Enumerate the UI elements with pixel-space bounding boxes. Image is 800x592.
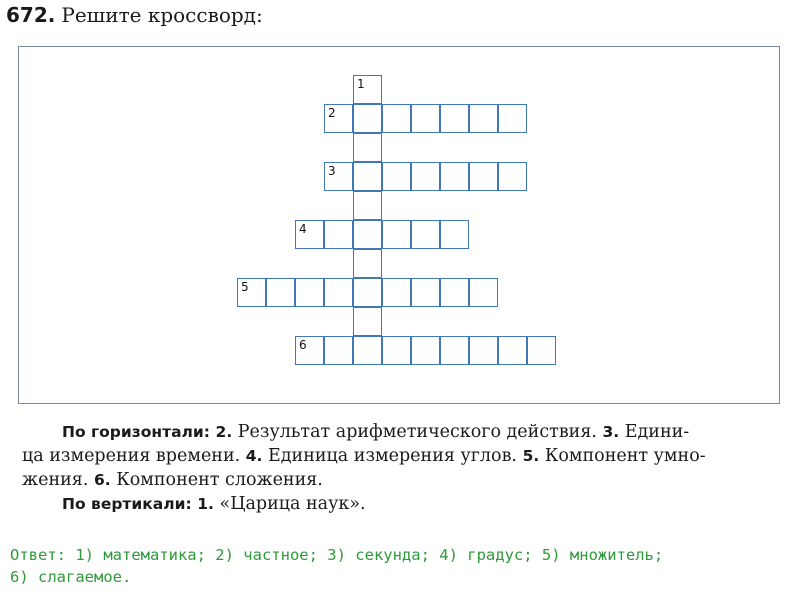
clues-block bbox=[22, 420, 788, 516]
crossword-cell[interactable] bbox=[469, 336, 498, 365]
answer-line: 6) слагаемое. bbox=[10, 568, 132, 586]
clue-number: 4. bbox=[245, 447, 263, 465]
crossword-cell[interactable] bbox=[353, 278, 382, 307]
crossword-cell[interactable] bbox=[440, 220, 469, 249]
clue-text: ца измерения времени. bbox=[22, 446, 246, 466]
crossword-cell[interactable] bbox=[498, 336, 527, 365]
clue-number: 5. bbox=[522, 447, 540, 465]
crossword-cell[interactable] bbox=[324, 104, 353, 133]
clue-text: жения. bbox=[22, 470, 94, 490]
crossword-cell[interactable] bbox=[382, 162, 411, 191]
clue-text: Компонент сложения. bbox=[110, 470, 323, 490]
clue-number: 2. bbox=[215, 423, 233, 441]
crossword-cell[interactable] bbox=[411, 278, 440, 307]
clue-text: Едини- bbox=[619, 422, 690, 442]
crossword-cell[interactable] bbox=[527, 336, 556, 365]
crossword-cell[interactable] bbox=[411, 336, 440, 365]
crossword-cell[interactable] bbox=[498, 162, 527, 191]
crossword-cell[interactable] bbox=[498, 104, 527, 133]
clue-line bbox=[62, 492, 788, 516]
crossword-cell[interactable] bbox=[382, 278, 411, 307]
crossword-cell[interactable] bbox=[324, 278, 353, 307]
crossword-cell[interactable] bbox=[353, 220, 382, 249]
crossword-cell[interactable] bbox=[469, 162, 498, 191]
crossword-cell[interactable] bbox=[295, 336, 324, 365]
clue-number: 1. bbox=[197, 495, 214, 513]
crossword-cell[interactable] bbox=[382, 104, 411, 133]
crossword-cell[interactable] bbox=[266, 278, 295, 307]
crossword-cell[interactable] bbox=[295, 278, 324, 307]
task-header bbox=[6, 2, 263, 28]
crossword-cell[interactable] bbox=[440, 278, 469, 307]
clue-number: 6. bbox=[93, 471, 111, 489]
cell-number-5: 5 bbox=[241, 280, 249, 294]
crossword-cell[interactable] bbox=[411, 162, 440, 191]
clue-text: Компонент умно- bbox=[539, 446, 706, 466]
crossword-cell[interactable] bbox=[411, 104, 440, 133]
crossword-cell[interactable] bbox=[353, 249, 382, 278]
crossword-cell[interactable] bbox=[324, 220, 353, 249]
cell-number-4: 4 bbox=[299, 222, 307, 236]
clue-text: «Царица наук». bbox=[213, 494, 366, 514]
vertical-heading: По вертикали: bbox=[62, 495, 192, 513]
cell-number-3: 3 bbox=[328, 164, 336, 178]
horizontal-heading: По горизонтали: bbox=[62, 423, 210, 441]
crossword-cell[interactable] bbox=[440, 162, 469, 191]
crossword-cell[interactable] bbox=[353, 75, 382, 104]
crossword-cell[interactable] bbox=[469, 278, 498, 307]
crossword-cell[interactable] bbox=[382, 220, 411, 249]
crossword-cell[interactable] bbox=[382, 336, 411, 365]
clue-number: 3. bbox=[602, 423, 620, 441]
task-number: 672. bbox=[6, 3, 56, 27]
crossword-cell[interactable] bbox=[353, 104, 382, 133]
cell-number-6: 6 bbox=[299, 338, 307, 352]
clue-line bbox=[22, 468, 788, 492]
crossword-cell[interactable] bbox=[324, 336, 353, 365]
clue-line bbox=[62, 420, 788, 444]
crossword-frame bbox=[18, 46, 780, 404]
crossword-cell[interactable] bbox=[237, 278, 266, 307]
task-title: Решите кроссворд: bbox=[61, 3, 263, 27]
crossword-cell[interactable] bbox=[440, 104, 469, 133]
crossword-cell[interactable] bbox=[353, 133, 382, 162]
crossword-cell[interactable] bbox=[353, 307, 382, 336]
cell-number-1: 1 bbox=[357, 77, 365, 91]
crossword-cell[interactable] bbox=[353, 191, 382, 220]
answer-block bbox=[10, 544, 790, 588]
crossword-cell[interactable] bbox=[324, 162, 353, 191]
crossword-cell[interactable] bbox=[469, 104, 498, 133]
answer-line: Ответ: 1) математика; 2) частное; 3) секунда; 4) градус; 5) множитель; bbox=[10, 546, 664, 564]
clue-line bbox=[22, 444, 788, 468]
crossword-cell[interactable] bbox=[295, 220, 324, 249]
cell-number-2: 2 bbox=[328, 106, 336, 120]
crossword-cell[interactable] bbox=[353, 162, 382, 191]
crossword-cell[interactable] bbox=[353, 336, 382, 365]
crossword-cell[interactable] bbox=[440, 336, 469, 365]
clue-text: Результат арифметического действия. bbox=[232, 422, 603, 442]
crossword-cell[interactable] bbox=[411, 220, 440, 249]
clue-text: Единица измерения углов. bbox=[262, 446, 523, 466]
